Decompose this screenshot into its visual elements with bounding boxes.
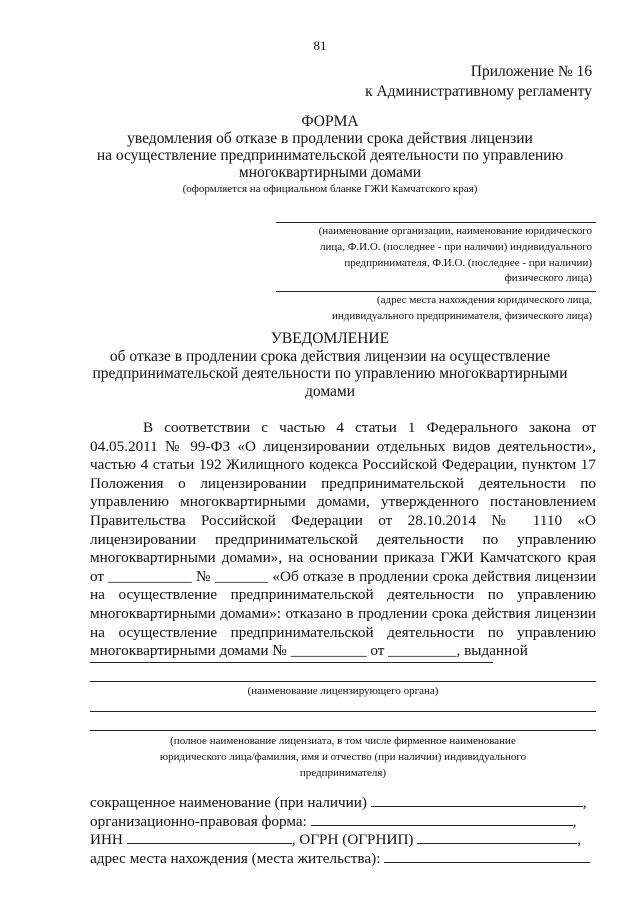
appendix-header bbox=[365, 62, 592, 102]
addressee-address-caption bbox=[332, 293, 592, 325]
address-field bbox=[90, 849, 596, 869]
caption-line: (наименование организации, наименование юридического bbox=[318, 225, 592, 237]
licensing-body-line bbox=[90, 681, 596, 682]
notice-body bbox=[90, 419, 596, 661]
legal-form-field bbox=[90, 812, 596, 832]
inn-ogrn-field bbox=[90, 830, 596, 850]
caption-line: (адрес места нахождения юридического лица, bbox=[376, 294, 592, 306]
notice-subtitle-line: предпринимательской деятельности по управлению многоквартирными bbox=[92, 365, 568, 382]
inn-label: ИНН bbox=[90, 831, 123, 848]
form-title: ФОРМА bbox=[301, 113, 359, 130]
field-comma: , bbox=[572, 813, 577, 830]
field-comma: , bbox=[582, 794, 587, 811]
appendix-reference: к Административному регламенту bbox=[365, 83, 592, 100]
address-blank bbox=[384, 849, 590, 863]
licensing-body-caption: (наименование лицензирующего органа) bbox=[247, 685, 439, 697]
caption-line: предпринимателя, Ф.И.О. (последнее - при наличии) bbox=[344, 256, 592, 269]
legal-form-blank bbox=[311, 812, 573, 826]
form-subtitle-line: уведомления об отказе в продлении срока действия лицензии bbox=[127, 130, 533, 147]
caption-line: лица, Ф.И.О. (последнее - при наличии) индивидуального bbox=[320, 240, 592, 253]
form-subtitle-line: на осуществление предпринимательской деятельности по управлению bbox=[96, 147, 564, 164]
ogrn-label: ОГРН (ОГРНИП) bbox=[299, 831, 414, 848]
addressee-name-caption bbox=[319, 224, 592, 287]
notice-subtitle-line: об отказе в продлении срока действия лицензии на осуществление bbox=[109, 347, 551, 365]
notice-header bbox=[60, 330, 600, 400]
caption-line: (полное наименование лицензиата, в том числе фирменное наименование bbox=[170, 735, 516, 747]
appendix-number: Приложение № 16 bbox=[470, 63, 592, 80]
caption-line: индивидуального предпринимателя, физического лица) bbox=[331, 309, 592, 322]
form-header bbox=[60, 113, 600, 197]
short-name-field bbox=[90, 793, 596, 813]
issuer-blank-line bbox=[90, 662, 493, 663]
form-blank-note: (оформляется на официальном бланке ГЖИ Камчатского края) bbox=[182, 183, 478, 195]
caption-line: юридического лица/фамилия, имя и отчество (при наличии) индивидуального bbox=[159, 751, 527, 763]
addressee-name-line bbox=[276, 222, 596, 223]
field-label: сокращенное наименование (при наличии) bbox=[90, 794, 367, 811]
body-paragraph: В соответствии с частью 4 статьи 1 Федерального закона от 04.05.2011 № 99-ФЗ «О лицензировании отдельных видов деятельности», частью 4 статьи 192 Жилищного кодекса Российской Федерации, пунктом 17 Положения о лицензировании предпринимательской деятельности по управлению многоквартирными домами, утвержденного постановлением Правительства Российской Федерации от 28.10.2014 № 1110 «О лицензировании предпринимательской деятельности по управлению многоквартирными домами», на основании приказа ГЖИ Камчатского края от ___________ № _______ «Об отказе в продлении срока действия лицензии на осуществление предпринимательской деятельности по управлению многоквартирными домами»: отказано в продлении срока действия лицензии на осуществление предпринимательской деятельности по управлению многоквартирными домами № __________ от _________, выданной bbox=[90, 419, 596, 660]
field-comma: , bbox=[577, 831, 582, 848]
inn-blank bbox=[127, 830, 292, 844]
licensee-caption bbox=[90, 733, 596, 781]
field-comma: , bbox=[291, 831, 296, 848]
caption-line: предпринимателя) bbox=[299, 767, 387, 779]
notice-subtitle-line: домами bbox=[304, 382, 356, 400]
short-name-blank bbox=[371, 793, 583, 807]
field-label: адрес места нахождения (места жительства): bbox=[90, 850, 381, 867]
caption-line: физического лица) bbox=[504, 272, 592, 285]
licensee-name-line bbox=[90, 730, 596, 731]
form-subtitle-line: многоквартирными домами bbox=[238, 164, 422, 181]
field-label: организационно-правовая форма: bbox=[90, 813, 307, 830]
addressee-address-line bbox=[276, 291, 596, 292]
page-number: 81 bbox=[313, 38, 327, 53]
ogrn-blank bbox=[417, 830, 577, 844]
licensee-blank-line bbox=[90, 711, 596, 712]
notice-title: УВЕДОМЛЕНИЕ bbox=[270, 330, 390, 347]
